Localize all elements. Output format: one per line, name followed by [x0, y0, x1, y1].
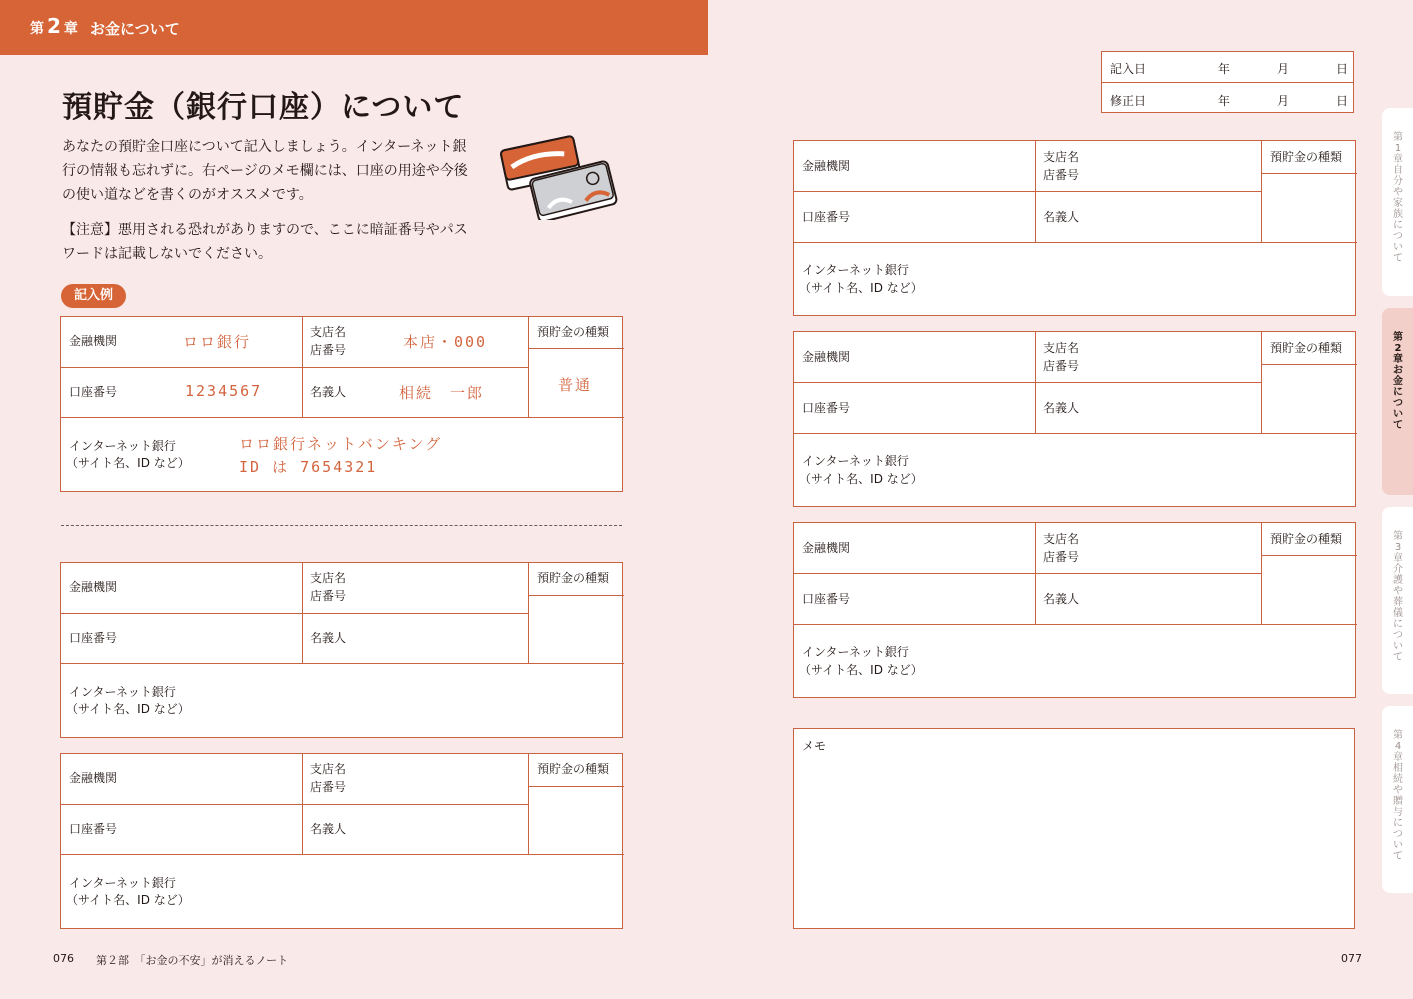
- account-number-label: 口座番号: [802, 401, 851, 415]
- internet-bank-sub-label: （サイト名、ID など）: [799, 663, 923, 677]
- example-badge: 記入例: [61, 284, 126, 308]
- month-label: 月: [1277, 94, 1290, 108]
- internet-bank-sub-label: （サイト名、ID など）: [66, 456, 190, 470]
- side-tab-label: 第2章 お金について: [1393, 332, 1403, 431]
- account-number-label: 口座番号: [69, 822, 118, 836]
- chapter-title: お金について: [90, 20, 180, 38]
- holder-label: 名義人: [310, 631, 347, 645]
- side-tab-chapter-4[interactable]: [1382, 706, 1413, 893]
- example-internet-line2: ID は 7654321: [239, 458, 378, 476]
- branch-number-label: 店番号: [1043, 168, 1080, 182]
- account-number-label: 口座番号: [802, 210, 851, 224]
- right-page-number: 077: [1341, 952, 1362, 965]
- intro-paragraph: あなたの預貯金口座について記入しましょう。インターネット銀行の情報も忘れずに。右ページのメモ欄には、口座の用途や今後の使い道などを書くのがオススメです。: [62, 139, 468, 203]
- month-label: 月: [1277, 62, 1290, 76]
- left-page-number: 076: [53, 952, 74, 965]
- branch-number-label: 店番号: [310, 589, 347, 603]
- memo-label: メモ: [802, 739, 827, 753]
- internet-bank-label: インターネット銀行: [802, 263, 909, 277]
- institution-label: 金融機関: [802, 159, 851, 173]
- internet-bank-label: インターネット銀行: [69, 439, 176, 453]
- internet-bank-sub-label: （サイト名、ID など）: [799, 281, 923, 295]
- branch-name-label: 支店名: [310, 571, 347, 585]
- page-title: 預貯金（銀行口座）について: [62, 90, 465, 125]
- institution-label: 金融機関: [802, 541, 851, 555]
- account-number-label: 口座番号: [69, 385, 118, 399]
- internet-bank-sub-label: （サイト名、ID など）: [799, 472, 923, 486]
- side-tab-label: 第1章 自分や家族について: [1393, 132, 1403, 264]
- account-form[interactable]: [793, 331, 1356, 507]
- deposit-type-label: 預貯金の種類: [1270, 150, 1343, 164]
- deposit-type-label: 預貯金の種類: [537, 762, 610, 776]
- account-form[interactable]: [60, 753, 623, 929]
- deposit-type-label: 預貯金の種類: [1270, 532, 1343, 546]
- account-form[interactable]: [793, 522, 1356, 698]
- chapter-number: 第 2 章: [30, 14, 78, 38]
- footer-book-title: 第２部 「お金の不安」が消えるノート: [96, 954, 289, 967]
- branch-name-label: 支店名: [310, 325, 347, 339]
- date-box: [1101, 51, 1354, 113]
- day-label: 日: [1336, 62, 1349, 76]
- entry-date-row[interactable]: [1102, 52, 1353, 82]
- side-tab-chapter-2[interactable]: [1382, 308, 1413, 495]
- bankbook-illustration: [495, 125, 625, 220]
- example-holder: 相続 一郎: [399, 384, 485, 402]
- holder-label: 名義人: [1043, 592, 1080, 606]
- institution-label: 金融機関: [802, 350, 851, 364]
- institution-label: 金融機関: [69, 334, 118, 348]
- branch-name-label: 支店名: [1043, 150, 1080, 164]
- example-deposit-type: 普通: [558, 376, 593, 394]
- example-internet-line1: ロロ銀行ネットバンキング: [239, 435, 443, 453]
- internet-bank-label: インターネット銀行: [802, 454, 909, 468]
- account-number-label: 口座番号: [802, 592, 851, 606]
- branch-number-label: 店番号: [310, 343, 347, 357]
- account-number-label: 口座番号: [69, 631, 118, 645]
- internet-bank-sub-label: （サイト名、ID など）: [66, 702, 190, 716]
- institution-label: 金融機関: [69, 771, 118, 785]
- branch-number-label: 店番号: [1043, 359, 1080, 373]
- day-label: 日: [1336, 94, 1349, 108]
- side-tab-chapter-1[interactable]: [1382, 108, 1413, 296]
- institution-label: 金融機関: [69, 580, 118, 594]
- deposit-type-label: 預貯金の種類: [537, 571, 610, 585]
- divider-dashed: [61, 525, 622, 526]
- example-branch: 本店・000: [403, 333, 488, 351]
- branch-name-label: 支店名: [1043, 532, 1080, 546]
- example-institution: ロロ銀行: [183, 333, 252, 351]
- account-form[interactable]: [60, 562, 623, 738]
- branch-number-label: 店番号: [1043, 550, 1080, 564]
- side-tab-label: 第4章 相続や贈与について: [1393, 730, 1403, 862]
- holder-label: 名義人: [1043, 401, 1080, 415]
- account-form[interactable]: [793, 140, 1356, 316]
- branch-name-label: 支店名: [310, 762, 347, 776]
- revised-date-label: 修正日: [1110, 94, 1147, 108]
- example-account-number: 1234567: [185, 382, 263, 400]
- branch-number-label: 店番号: [310, 780, 347, 794]
- year-label: 年: [1218, 62, 1231, 76]
- year-label: 年: [1218, 94, 1231, 108]
- side-tab-label: 第3章 介護や葬儀について: [1393, 531, 1403, 663]
- internet-bank-label: インターネット銀行: [802, 645, 909, 659]
- example-account-form: [60, 316, 623, 492]
- internet-bank-label: インターネット銀行: [69, 876, 176, 890]
- holder-label: 名義人: [310, 822, 347, 836]
- holder-label: 名義人: [1043, 210, 1080, 224]
- memo-box[interactable]: [793, 728, 1355, 929]
- deposit-type-label: 預貯金の種類: [537, 325, 610, 339]
- internet-bank-sub-label: （サイト名、ID など）: [66, 893, 190, 907]
- deposit-type-label: 預貯金の種類: [1270, 341, 1343, 355]
- caution-paragraph: 【注意】悪用される恐れがありますので、ここに暗証番号やパスワードは記載しないでください。: [62, 222, 468, 262]
- internet-bank-label: インターネット銀行: [69, 685, 176, 699]
- chapter-header-band: [0, 0, 708, 55]
- branch-name-label: 支店名: [1043, 341, 1080, 355]
- side-tab-chapter-3[interactable]: [1382, 507, 1413, 694]
- revised-date-row[interactable]: [1102, 84, 1353, 114]
- entry-date-label: 記入日: [1110, 62, 1147, 76]
- holder-label: 名義人: [310, 385, 347, 399]
